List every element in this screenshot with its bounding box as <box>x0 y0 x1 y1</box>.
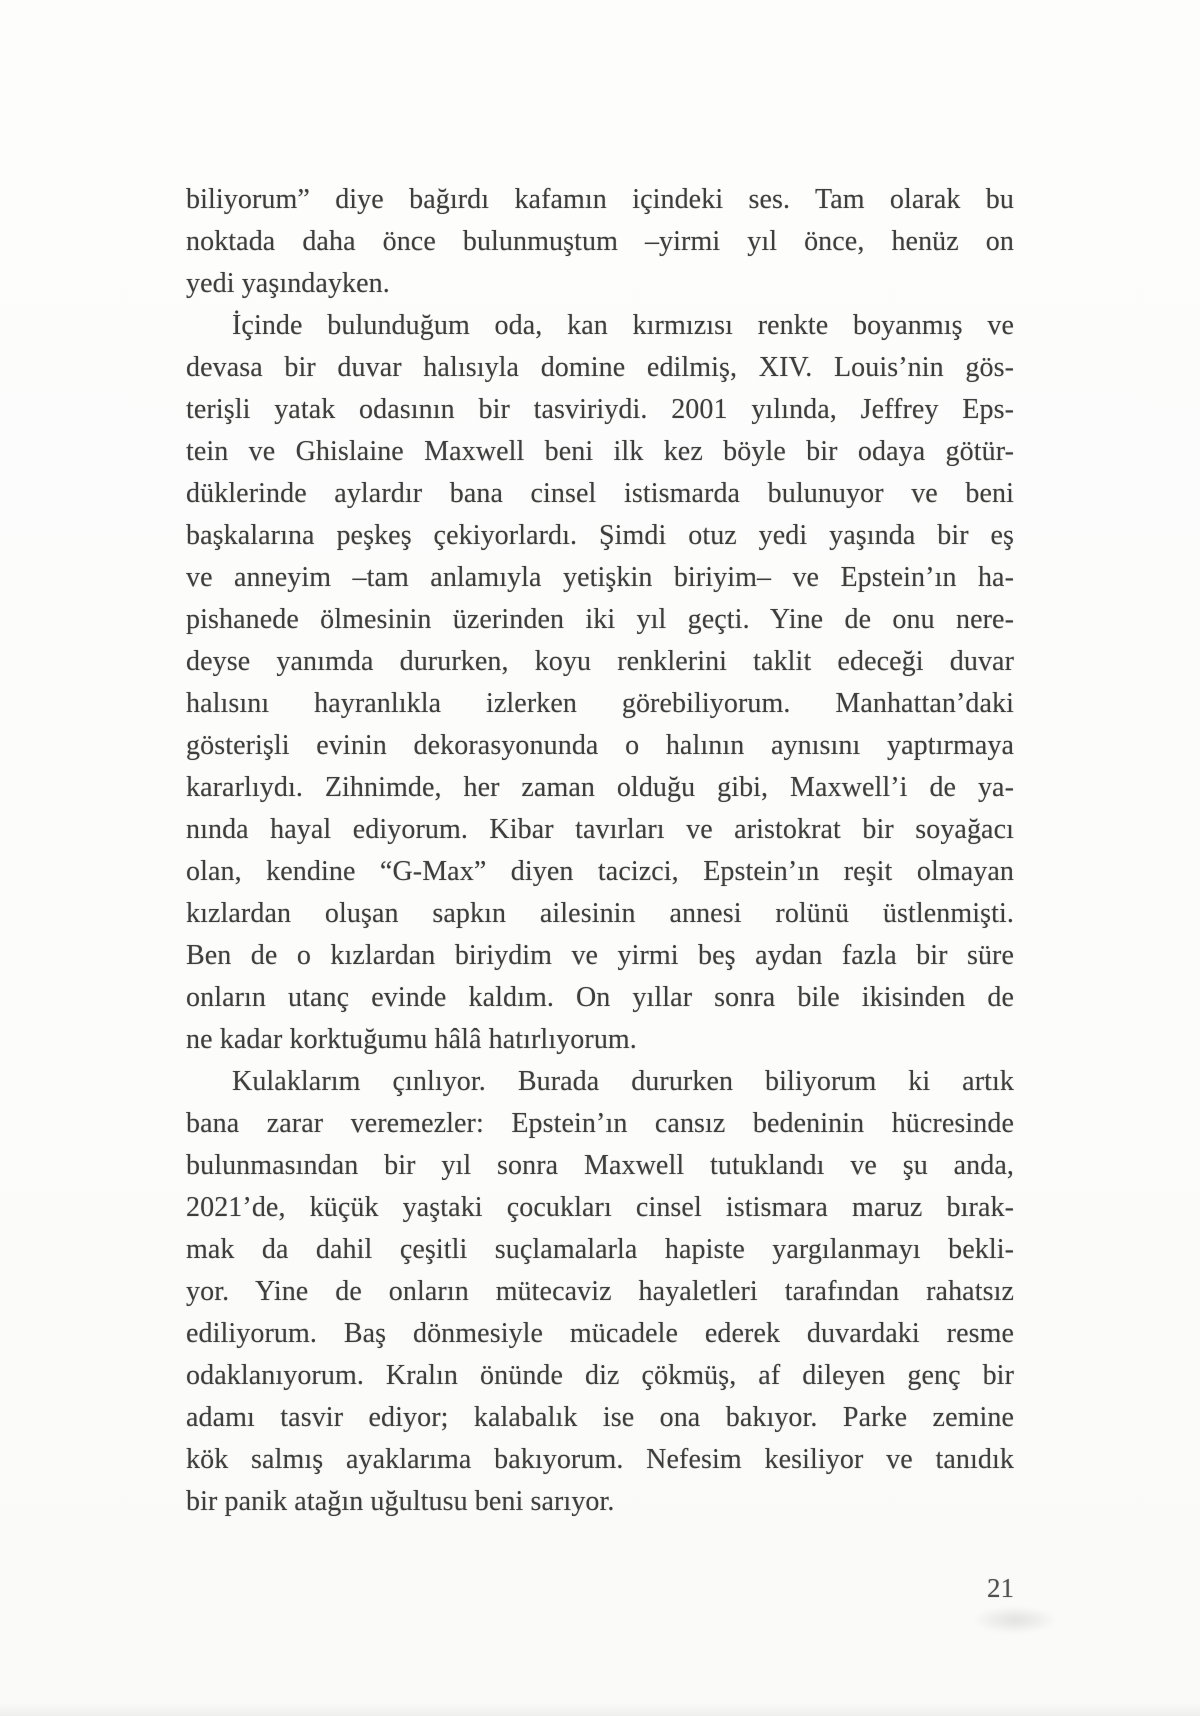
scan-edge-shade <box>0 1702 1200 1716</box>
text-line: yedi yaşındayken. <box>186 268 390 299</box>
text-line: kızlardan oluşan sapkın ailesinin annesi rolünü üstlenmişti. <box>186 898 1014 929</box>
text-line: odaklanıyorum. Kralın önünde diz çökmüş, af dileyen genç bir <box>186 1360 1014 1391</box>
text-line: terişli yatak odasının bir tasviriydi. 2001 yılında, Jeffrey Eps- <box>186 394 1014 425</box>
text-line: pishanede ölmesinin üzerinden iki yıl geçti. Yine de onu nere- <box>186 604 1014 635</box>
text-line: bulunmasından bir yıl sonra Maxwell tutuklandı ve şu anda, <box>186 1150 1014 1181</box>
text-line: onların utanç evinde kaldım. On yıllar sonra bile ikisinden de <box>186 982 1014 1013</box>
text-line: başkalarına peşkeş çekiyorlardı. Şimdi otuz yedi yaşında bir eş <box>186 520 1014 551</box>
paragraph-continuation <box>186 179 1014 305</box>
text-line: Ben de o kızlardan biriydim ve yirmi beş aydan fazla bir süre <box>186 940 1014 971</box>
text-line: tein ve Ghislaine Maxwell beni ilk kez böyle bir odaya götür- <box>186 436 1014 467</box>
text-line: halısını hayranlıkla izlerken görebiliyorum. Manhattan’daki <box>186 688 1014 719</box>
text-line: kararlıydı. Zihnimde, her zaman olduğu gibi, Maxwell’i de ya- <box>186 772 1014 803</box>
text-line: ve anneyim –tam anlamıyla yetişkin biriyim– ve Epstein’ın ha- <box>186 562 1014 593</box>
text-line: bir panik atağın uğultusu beni sarıyor. <box>186 1486 615 1517</box>
text-line: bana zarar veremezler: Epstein’ın cansız bedeninin hücresinde <box>186 1108 1014 1139</box>
paragraph-3 <box>186 1061 1014 1523</box>
text-line: 2021’de, küçük yaştaki çocukları cinsel istismara maruz bırak- <box>186 1192 1014 1223</box>
body-text <box>186 179 1014 1523</box>
text-line: ediliyorum. Baş dönmesiyle mücadele ederek duvardaki resme <box>186 1318 1014 1349</box>
text-line: Kulaklarım çınlıyor. Burada dururken biliyorum ki artık <box>232 1066 1014 1097</box>
paragraph-2 <box>186 305 1014 1061</box>
text-line: yor. Yine de onların mütecaviz hayaletleri tarafından rahatsız <box>186 1276 1014 1307</box>
text-line: nında hayal ediyorum. Kibar tavırları ve aristokrat bir soyağacı <box>186 814 1014 845</box>
text-line: devasa bir duvar halısıyla domine edilmiş, XIV. Louis’nin gös- <box>186 352 1014 383</box>
text-line: deyse yanımda dururken, koyu renklerini taklit edeceği duvar <box>186 646 1014 677</box>
text-line: İçinde bulunduğum oda, kan kırmızısı renkte boyanmış ve <box>232 310 1014 341</box>
text-line: kök salmış ayaklarıma bakıyorum. Nefesim kesiliyor ve tanıdık <box>186 1444 1014 1475</box>
text-line: adamı tasvir ediyor; kalabalık ise ona bakıyor. Parke zemine <box>186 1402 1014 1433</box>
text-line: biliyorum” diye bağırdı kafamın içindeki ses. Tam olarak bu <box>186 184 1014 215</box>
text-line: olan, kendine “G-Max” diyen tacizci, Epstein’ın reşit olmayan <box>186 856 1014 887</box>
text-line: noktada daha önce bulunmuştum –yirmi yıl önce, henüz on <box>186 226 1014 257</box>
text-line: düklerinde aylardır bana cinsel istismarda bulunuyor ve beni <box>186 478 1014 509</box>
text-line: gösterişli evinin dekorasyonunda o halının aynısını yaptırmaya <box>186 730 1014 761</box>
page-number: 21 <box>987 1573 1014 1603</box>
scan-smudge <box>972 1606 1058 1634</box>
text-line: mak da dahil çeşitli suçlamalarla hapiste yargılanmayı bekli- <box>186 1234 1014 1265</box>
text-line: ne kadar korktuğumu hâlâ hatırlıyorum. <box>186 1024 637 1055</box>
